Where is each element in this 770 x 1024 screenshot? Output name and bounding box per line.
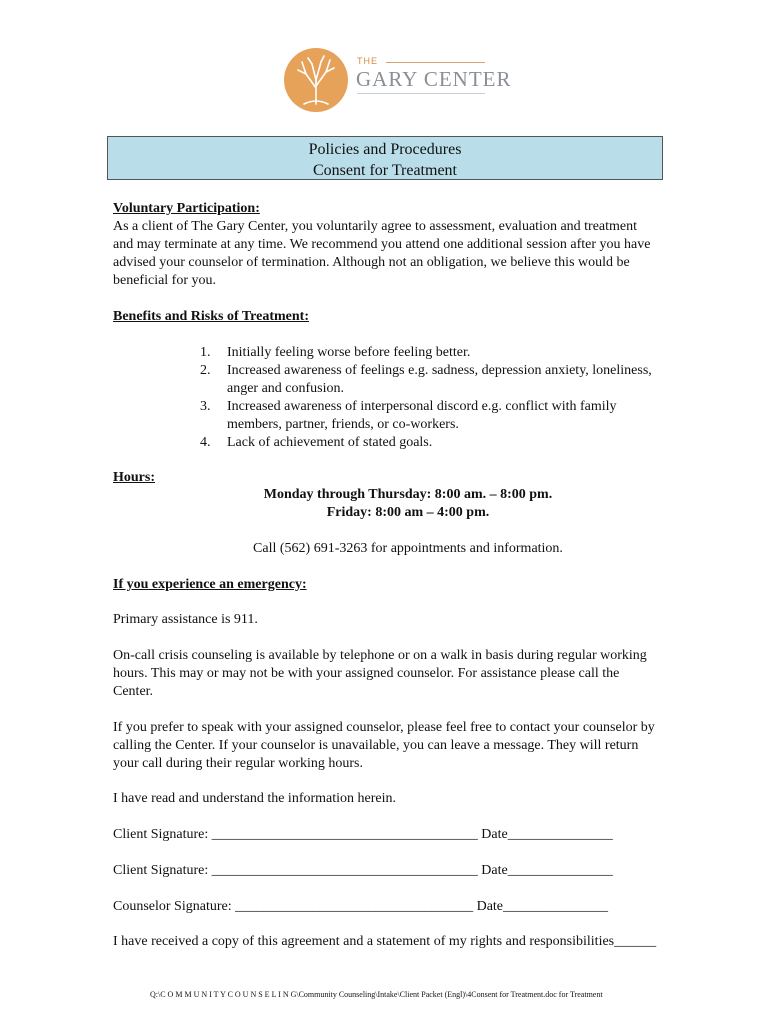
logo-the-text: THE [357, 56, 378, 66]
list-item-text: Increased awareness of interpersonal discord e.g. conflict with family [227, 399, 617, 414]
oncall-text-line: hours. This may or may not be with your assigned counselor. For assistance please call the [113, 666, 620, 681]
logo-underline [357, 93, 485, 94]
counselor-signature-line[interactable]: Counselor Signature: __________________________________ Date_______________ [113, 899, 609, 914]
list-item-text: Lack of achievement of stated goals. [227, 435, 433, 450]
client-signature-line[interactable]: Client Signature: ______________________________________ Date_______________ [113, 863, 613, 878]
list-number: 4. [200, 435, 211, 450]
list-item-text: Initially feeling worse before feeling better. [227, 345, 471, 360]
oncall-text-line: Center. [113, 684, 154, 699]
emergency-heading: If you experience an emergency: [113, 577, 307, 592]
prefer-text-line: your call during their regular working hours. [113, 756, 363, 771]
voluntary-heading: Voluntary Participation: [113, 201, 260, 216]
hours-friday: Friday: 8:00 am – 4:00 pm. [326, 505, 490, 520]
title-line-1: Policies and Procedures [308, 141, 462, 158]
hours-weekdays: Monday through Thursday: 8:00 am. – 8:00 pm. [263, 487, 553, 502]
emergency-primary: Primary assistance is 911. [113, 612, 258, 627]
list-item [200, 362, 700, 398]
list-number: 2. [200, 363, 211, 378]
list-number: 3. [200, 399, 211, 414]
logo-tree-icon [284, 48, 348, 112]
list-item [200, 344, 700, 362]
voluntary-text-line: and may terminate at any time. We recommend you attend one additional session after you have [113, 237, 651, 252]
title-line-2: Consent for Treatment [313, 162, 457, 179]
list-item-text: anger and confusion. [227, 381, 345, 396]
voluntary-text-line: advised your counselor of termination. Although not an obligation, we believe this would be [113, 255, 630, 270]
list-number: 1. [200, 345, 211, 360]
hours-heading: Hours: [113, 470, 155, 485]
title-box [107, 136, 663, 180]
prefer-text-line: calling the Center. If your counselor is unavailable, you can leave a message. They will return [113, 738, 639, 753]
benefits-heading: Benefits and Risks of Treatment: [113, 309, 309, 324]
footer-file-path: Q:\C O M M U N I T Y C O U N S E L I N G\Community Counseling\Intake\Client Packet (Engl)\4Consent for Treatment.doc for Treatment [150, 990, 603, 999]
benefits-list [200, 344, 700, 452]
oncall-text-line: On-call crisis counseling is available by telephone or on a walk in basis during regular working [113, 648, 647, 663]
list-item-text: members, partner, friends, or co-workers. [227, 417, 459, 432]
received-statement[interactable]: I have received a copy of this agreement and a statement of my rights and responsibilities______ [113, 934, 657, 949]
voluntary-text-line: beneficial for you. [113, 273, 217, 288]
list-item-text: Increased awareness of feelings e.g. sadness, depression anxiety, loneliness, [227, 363, 652, 378]
prefer-text-line: If you prefer to speak with your assigned counselor, please feel free to contact your counselor by [113, 720, 655, 735]
logo-rule [386, 62, 485, 63]
client-signature-line[interactable]: Client Signature: ______________________________________ Date_______________ [113, 827, 613, 842]
logo-name-text: GARY CENTER [356, 67, 512, 91]
hours-call: Call (562) 691-3263 for appointments and information. [253, 541, 563, 556]
acknowledge-text: I have read and understand the information herein. [113, 791, 397, 806]
list-item [200, 398, 700, 434]
voluntary-text-line: As a client of The Gary Center, you voluntarily agree to assessment, evaluation and treatment [113, 219, 638, 234]
list-item [200, 434, 700, 452]
